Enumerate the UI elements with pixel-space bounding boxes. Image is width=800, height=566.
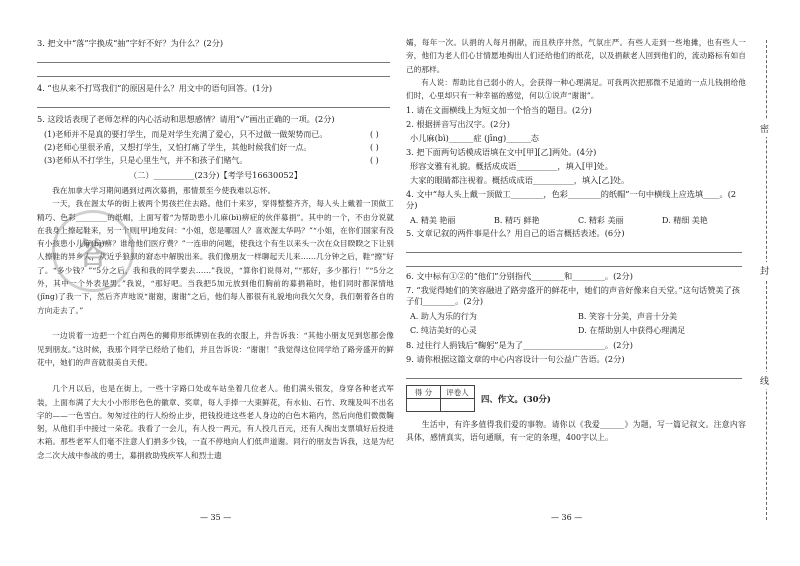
answer-line [406,256,742,267]
question-4-right: 4. 文中“每人头上戴一顶做工________，色彩________的纸帽”一句中横线上应选填____。(2分) [406,189,737,210]
q5-option: (3)老师从不打学生，只是心里生气，并不和孩子们赌气。 ( ) [44,156,379,165]
binding-line [766,40,767,520]
question-5-right: 5. 文章记叙的两件事是什么？用自己的语言概括表述。(6分) [406,228,625,238]
passage-paragraph: 有人说：帮助比自己弱小的人，会获得一种心理满足。可我两次把那微不足道的一点儿钱捐给他们时，心里却只有一种幸福的感觉，何以①说声“谢谢”。 [406,78,746,101]
binding-mark-line: 线 [760,372,769,389]
binding-margin [752,0,800,566]
grader-cell[interactable] [441,399,475,412]
passage-paragraph: 一天，我在渥太华的街上被两个男孩拦住去路。他们十来岁，穿得整整齐齐，每人头上戴着一顶做工精巧、色彩________的纸帽，上面写着“为帮助患小儿麻(bì)痹症的伙伴募捐”。其中的一个，不由分说就在我身上擦起鞋来，另一个则[甲]地发问：“小姐，您是哪国人？喜欢渥太华吗？”“小姐，在你们国家有没有小孩患小儿麻(bì)痹？谁给他们医疗费？”一连串的问题，使我这个有生以来头一次在众目睽睽之下让别人擦鞋的异乡人，从近乎狼狈的窘态中解脱出来。我们像朋友一样聊起天儿来……几分钟之后，鞋“擦”好了。“多少钱？”“5分之后，我和我的同学要去……”我说，“算你们说得对，”“那好，多少都行！”“5分之外，其中一个外表是男。”我说，“那好吧。当我把5加元放到他们胸前的募捐箱时，他们同时都深情地(jīng)了我一下，然后齐声地说“谢谢，谢谢”之后，他们每人都很有礼貌地向我欠欠身，我们朝着各自的方向走去了。” [37,199,394,315]
question-9: 9. 请你根据这篇文章的中心内容设计一句公益广告语。(2分) [406,354,625,364]
q4-options: A. 精美 艳丽 B. 精巧 鲜艳 C. 精彩 美丽 D. 精细 美艳 [410,216,708,225]
passage-paragraph: 我在加拿大学习期间遇到过两次募捐，那情景至今使我难以忘怀。 [52,186,276,195]
answer-line [37,52,390,63]
essay-prompt: 生活中，有许多值得我们爱的事物。请你以《我爱______》为题，写一篇记叙文。注意内容具体，感情真实，语句通顺，有一定的条理，400字以上。 [406,420,746,443]
q3-item-a: 形容文雅有礼貌。概括成成语__________，填入[甲]处。 [410,161,613,171]
question-8: 8. 过往行人捐钱后“鞠躬”是为了____________________。(2分) [406,340,633,350]
section-title: （二）__________(23分)【考学号16630052】 [128,170,303,180]
question-7: 7. “我觉得她们的笑容融进了路旁盛开的鲜花中，她们的声音好像来自天堂。”这句话赞美了孩子们________。(2分) [406,285,740,306]
essay-title: 四、作文。(30分) [481,393,551,404]
q7-options: C. 纯洁美好的心灵 D. 在帮助别人中获得心理满足 [410,326,686,335]
passage-paragraph: 几个月以后，也是在街上，一些十字路口处或车站坐着几位老人。他们满头银发，身穿各种老式军装，上面布满了大大小小形形色色的徽章、奖章，每人手捧一大束鲜花，有水仙、石竹、玫瑰及叫不出名字的——一色雪白。匆匆过往的行人纷纷止步，把钱投进这些老人身边的白色木箱内，然后向他们微微鞠躬，从他们手中接过一朵花。我看了一会儿，有人投一两元，有人投几百元，还有人掏出支票填好后投进木箱。那些老军人们毫不注意人们捐多少钱，一直不停地向人们低声道谢。同行的朋友告诉我，这是为纪念二次大战中参战的勇士，募捐救助残疾军人和烈士遗 [37,384,394,460]
question-3-right: 3. 把下面两句话模成语填在文中[甲][乙]两处。(4分) [406,147,597,157]
answer-line [406,368,742,379]
q5-option: (1)老师并不是真的要打学生，而是对学生充满了爱心，只不过做一做架势而已。 ( ) [44,130,379,139]
question-5: 5. 这段话表现了老师怎样的内心活动和思想感情？请用“√”画出正确的一项。(2分) [37,114,335,124]
q2-answer: 小儿麻(bì)______症 (jīng)______态 [410,133,539,143]
grader-label: 评卷人 [441,386,475,399]
question-4: 4. “也从来不打骂我们”的原因是什么？用文中的语句回答。(1分) [37,83,273,93]
question-2: 2. 根据拼音写出汉字。(2分) [406,119,510,129]
score-table [406,385,475,412]
binding-mark-seal: 封 [760,262,769,279]
page-number-left: — 35 — [200,513,232,522]
passage-paragraph: 一边说着一边把一个红白两色的狮仰形纸牌别在我的衣服上，并告诉我：“其他小朋友见到您都会像见到朋友。”这时候，我那个同学已经给了他们，并且告诉说：“谢谢！”我觉得这位同学给了路旁盛开的鲜花中，她们的声音就很美自天使。 [37,331,394,367]
question-6: 6. 文中标有①②的“他们”分别指代________和________。(2分) [406,271,633,281]
essay-header [406,385,746,412]
page-number-right: — 36 — [551,513,583,522]
q5-option: (2)老师心里很矛盾，又想打学生，又怕打痛了学生，其他时候我们好一点。 ( ) [44,143,379,152]
passage-paragraph: 孀，每年一次。认捐的人每月捐献，而且秩序井然，气氛庄严。有些人走到一些地摊，也有些人一旁，他们为老人们心甘情愿地掏出人们还给他们的纸花，以及捐献老人回到他们的，流动路标有如自己的那样。 [406,38,746,74]
right-page [400,0,746,566]
score-label: 得 分 [407,386,441,399]
q3-item-b: 大家的眼睛都注视着。概括成成语__________，填入[乙]处。 [410,175,630,185]
answer-line [37,66,390,77]
answer-line [37,97,390,108]
q7-options: A. 助人为乐的行为 B. 笑容十分美，声音十分美 [410,312,677,321]
score-cell[interactable] [407,399,441,412]
answer-line [406,242,742,253]
question-1: 1. 请在文面横线上为短文加一个恰当的题目。(2分) [406,105,592,115]
watermark-stamp: 答 [52,210,134,292]
question-3: 3. 把文中“落”字换成“抽”字好不好？为什么？(2分) [37,38,224,48]
binding-mark-seal: 密 [760,120,769,137]
